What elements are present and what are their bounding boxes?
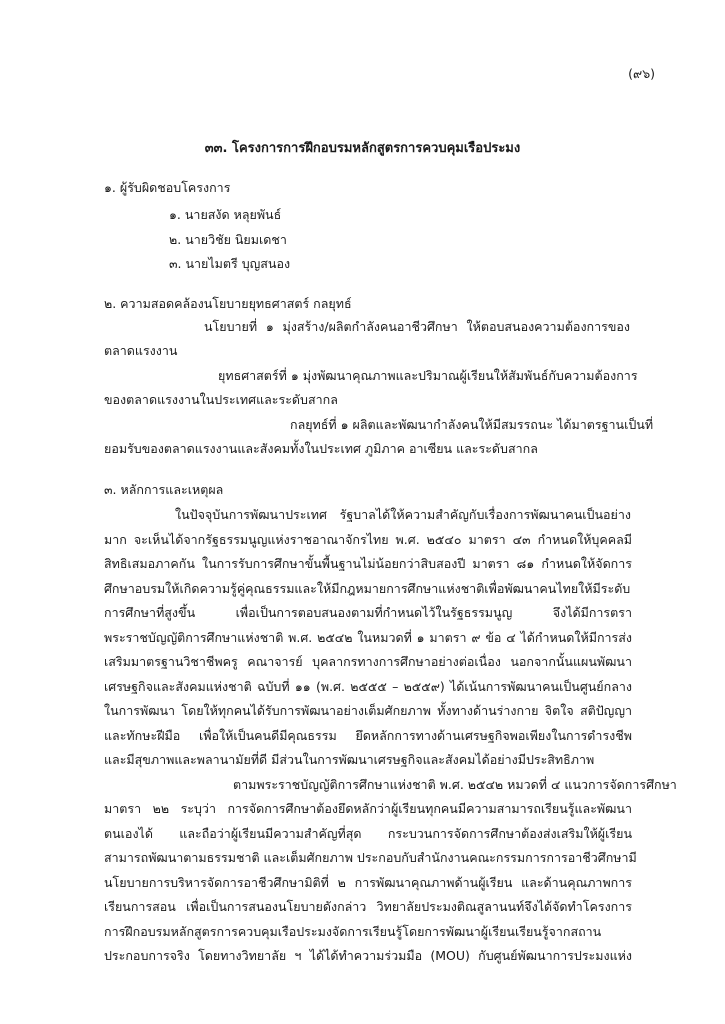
paragraph-line: ประกอบการจริง โดยทางวิทยาลัย ฯ ได้ได้ทำความร่วมมือ (MOU) กับศูนย์พัฒนาการประมงแห่ง	[104, 948, 632, 963]
paragraph-line: มาก จะเห็นได้จากรัฐธรรมนูญแห่งราชอาณาจักรไทย พ.ศ. ๒๕๔๐ มาตรา ๔๓ กำหนดให้บุคคลมี	[104, 532, 632, 547]
paragraph-line: ตลาดแรงงาน	[104, 343, 178, 358]
paragraph-line: สามารถพัฒนาตามธรรมชาติ และเต็มศักยภาพ ประกอบกับสำนักงานคณะกรรมการการอาชีวศึกษามี	[104, 850, 637, 865]
paragraph-line: และทักษะฝีมือ เพื่อให้เป็นคนดีมีคุณธรรม ยึดหลักการทางด้านเศรษฐกิจพอเพียงในการดำรงชีพ	[104, 728, 632, 743]
paragraph-line: การฝึกอบรมหลักสูตรการควบคุมเรือประมงจัดการเรียนรู้โดยการพัฒนาผู้เรียนเรียนรู้จากสถาน	[104, 924, 602, 939]
paragraph-line: นโยบายที่ ๑ มุ่งสร้าง/ผลิตกำลังคนอาชีวศึกษา ให้ตอบสนองความต้องการของ	[204, 319, 630, 334]
responsible-person: ๓. นายไมตรี บุญสนอง	[169, 256, 291, 271]
paragraph-line: ของตลาดแรงงานในประเทศและระดับสากล	[104, 392, 338, 407]
page-title: ๓๓. โครงการการฝึกอบรมหลักสูตรการควบคุมเรือประมง	[204, 141, 521, 156]
section-heading-responsible: ๑. ผู้รับผิดชอบโครงการ	[104, 180, 231, 195]
paragraph-line: พระราชบัญญัติการศึกษาแห่งชาติ พ.ศ. ๒๕๔๒ ในหมวดที่ ๑ มาตรา ๙ ข้อ ๔ ได้กำหนดให้มีการส่ง	[104, 630, 632, 645]
paragraph-line: ศึกษาอบรมให้เกิดความรู้คู่คุณธรรมและให้มีกฎหมายการศึกษาแห่งชาติเพื่อพัฒนาคนไทยให้มีระดับ	[104, 581, 631, 596]
paragraph-line: ในการพัฒนา โดยให้ทุกคนได้รับการพัฒนาอย่างเต็มศักยภาพ ทั้งทางด้านร่างกาย จิตใจ สติปัญญา	[104, 703, 632, 718]
paragraph-line: ตนเองได้ และถือว่าผู้เรียนมีความสำคัญที่สุด กระบวนการจัดการศึกษาต้องส่งเสริมให้ผู้เรียน	[104, 826, 632, 841]
paragraph-line: เรียนการสอน เพื่อเป็นการสนองนโยบายดังกล่าว วิทยาลัยประมงติณสูลานนท์จึงได้จัดทำโครงการ	[104, 899, 632, 914]
section-heading-rationale: ๓. หลักการและเหตุผล	[104, 482, 224, 497]
paragraph-line: ยุทธศาสตร์ที่ ๑ มุ่งพัฒนาคุณภาพและปริมาณผู้เรียนให้สัมพันธ์กับความต้องการ	[218, 368, 638, 383]
paragraph-line: เสริมมาตรฐานวิชาชีพครู คณาจารย์ บุคลากรทางการศึกษาอย่างต่อเนื่อง นอกจากนั้นแผนพัฒนา	[104, 654, 632, 669]
paragraph-line: สิทธิเสมอภาคกัน ในการรับการศึกษาขั้นพื้นฐานไม่น้อยกว่าสิบสองปี มาตรา ๘๑ กำหนดให้จัดการ	[104, 556, 632, 571]
paragraph-line: ยอมรับของตลาดแรงงานและสังคมทั้งในประเทศ ภูมิภาค อาเซียน และระดับสากล	[104, 441, 538, 456]
responsible-person: ๑. นายสงัด หลุยพันธ์	[169, 207, 282, 222]
paragraph-line: และมีสุขภาพและพลานามัยที่ดี มีส่วนในการพัฒนาเศรษฐกิจและสังคมได้อย่างมีประสิทธิภาพ	[104, 752, 595, 767]
paragraph-line: เศรษฐกิจและสังคมแห่งชาติ ฉบับที่ ๑๑ (พ.ศ. ๒๕๕๕ – ๒๕๕๙) ได้เน้นการพัฒนาคนเป็นศูนย์กลาง	[104, 679, 632, 694]
section-heading-alignment: ๒. ความสอดคล้องนโยบายยุทธศาสตร์ กลยุทธ์	[104, 296, 352, 311]
paragraph-line: กลยุทธ์ที่ ๑ ผลิตและพัฒนากำลังคนให้มีสมรรถนะ ได้มาตรฐานเป็นที่	[290, 417, 654, 432]
paragraph-line: นโยบายการบริหารจัดการอาชีวศึกษามิติที่ ๒ การพัฒนาคุณภาพด้านผู้เรียน และด้านคุณภาพการ	[104, 875, 632, 890]
paragraph-line: ตามพระราชบัญญัติการศึกษาแห่งชาติ พ.ศ. ๒๕๔๒ หมวดที่ ๔ แนวการจัดการศึกษา	[233, 777, 677, 792]
paragraph-line: มาตรา ๒๒ ระบุว่า การจัดการศึกษาต้องยึดหลักว่าผู้เรียนทุกคนมีความสามารถเรียนรู้และพัฒนา	[104, 801, 632, 816]
page-number: (๙๖)	[628, 66, 655, 81]
responsible-person: ๒. นายวิชัย นิยมเดชา	[169, 232, 287, 247]
paragraph-line: การศึกษาที่สูงขึ้น เพื่อเป็นการตอบสนองตามที่กำหนดไว้ในรัฐธรรมนูญ จึงได้มีการตรา	[104, 605, 632, 620]
paragraph-line: ในปัจจุบันการพัฒนาประเทศ รัฐบาลได้ให้ความสำคัญกับเรื่องการพัฒนาคนเป็นอย่าง	[175, 507, 631, 522]
